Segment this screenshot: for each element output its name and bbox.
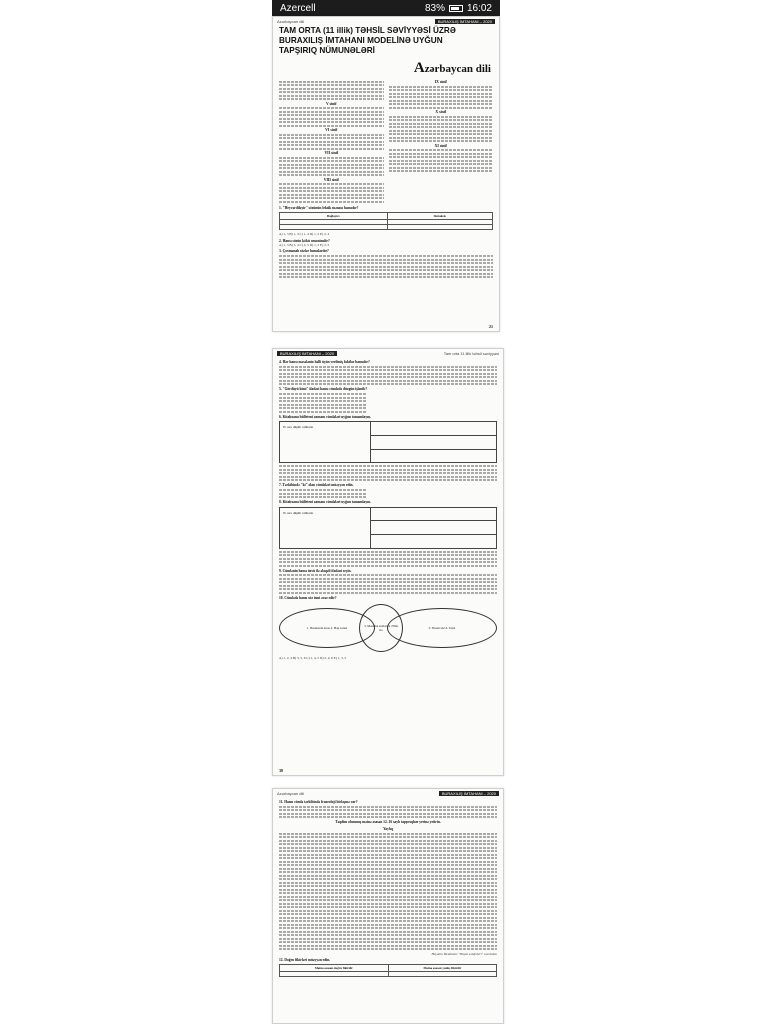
answer-options: A) 1, 3 B) 3, 4 C) 4, 5 D) 1, 2 E) 2, 5: [279, 243, 330, 248]
matching-box: Ə. sıra düşüb cəbhədə: [279, 507, 497, 549]
answer-options: A) 1, 2, 4 B) 3, 5, 6 C) 1, 4, 5 D) 2, 4, 6 E) 1, 3, 5: [279, 656, 347, 661]
text-caption: Həyətim İbrahimov "Həyat səhifələri" əsərindən: [431, 951, 497, 956]
venn-left: 1. Əsasbərdə arası 2. Haq sərəsi: [279, 608, 375, 648]
question-7: 7. Tərkibində "ki" olan cümlələri müəyyən edin.: [279, 483, 354, 488]
grade-label: VI sinif: [325, 128, 338, 132]
question-4: 4. Hər hansı məsələnin həlli üçün verilmiş faktlar hansıdır?: [279, 360, 370, 364]
exam-tag: BURAXILIŞ İMTAHANI – 2020: [277, 351, 337, 356]
question-9: 9. Cümlənin hansı üzvü ilə əlaqəli ifadəni seçin.: [279, 568, 352, 573]
page-number: 38: [279, 768, 283, 773]
document-page-2: [272, 348, 504, 776]
battery-icon: [449, 5, 463, 12]
true-false-table: Mətnə əsasən doğru fikirdir Mətnə əsasən yanlış fikirdir: [279, 964, 497, 977]
exam-tag: BURAXILIŞ İMTAHANI – 2020: [439, 791, 499, 796]
question-3: 3. Çoxmənalı sözlər hansılardır?: [279, 249, 329, 254]
page-title: TAM ORTA (11 illik) TƏHSİL SƏVİYYƏSİ ÜZRƏ BURAXILIŞ İMTAHANI MODELİNƏ UYĞUN TAPŞIRIQ NÜMUNƏLƏRİ: [279, 26, 456, 55]
running-head: Azərbaycan dili: [277, 19, 305, 24]
question-5: 5. "Gördüyü kimi" ifadəsi hansı cümlədə düzgün işlənib?: [279, 387, 368, 392]
running-head: Azərbaycan dili: [277, 791, 305, 796]
venn-diagram: [279, 602, 497, 654]
document-page-1: [272, 16, 500, 332]
question-1: 1. "Heyvərdiləyir" sözünün leksik mənası hansıdır?: [279, 206, 359, 210]
matching-box: Ə. sıra düşüb cəbhədə: [279, 421, 497, 463]
curriculum-columns: [273, 79, 499, 204]
exam-tag: BURAXILIŞ İMTAHANI – 2020: [435, 19, 495, 24]
running-head: Tam orta 11 illik təhsil səviyyəsi: [443, 351, 499, 356]
answer-table: Bağlayıcı Sintaksis: [279, 212, 493, 230]
clock: 16:02: [466, 2, 492, 14]
grade-label: VIII sinif: [323, 177, 339, 182]
battery-percent: 83%: [424, 2, 445, 14]
instruction: Təqdim olunmuş mətnə əsasən 12–16 saylı tapşırıqları yerinə yetirin.: [335, 820, 441, 825]
grade-label: V sinif: [325, 101, 337, 106]
grade-label: VII sinif: [324, 151, 339, 155]
grade-label: XI sinif: [434, 143, 447, 148]
venn-middle: 3. Məzahət sözləri 4. Əlilə ilə: [359, 604, 403, 652]
carrier-label: Azercell: [280, 2, 316, 14]
venn-right: 5. Əsaslı söz 6. Tarix: [387, 608, 497, 648]
grade-label: IX sinif: [434, 80, 447, 84]
grade-label: X sinif: [435, 110, 447, 114]
document-page-3: [272, 788, 504, 1024]
answer-options: A) 1, 3 B) 1, 4 C) 1, 4 D) 1, 2 E) 2, 4: [279, 232, 330, 237]
status-bar: [272, 0, 500, 16]
subject-heading: Azərbaycan dili: [413, 60, 491, 76]
reading-text: [273, 833, 503, 951]
question-2: 2. Hansı sözün kökü omonimdir?: [279, 238, 330, 243]
text-title: Yaylıq: [383, 826, 393, 831]
question-11: 11. Hansı cümlə tərkibində frazeoloji birləşmə var?: [279, 800, 358, 804]
question-12: 12. Doğru fikirləri müəyyən edin.: [279, 958, 331, 963]
page-number: 21: [489, 324, 493, 329]
question-8: 8. Kitabxana bülleteni zamanı cümlələri uyğun tamamlayın.: [279, 500, 372, 505]
question-6: 6. Kitabxana bülleteni zamanı cümlələri uyğun tamamlayın.: [279, 414, 372, 419]
question-10: 10. Cümlədə hansı söz ismi əvəz edir?: [279, 595, 337, 600]
